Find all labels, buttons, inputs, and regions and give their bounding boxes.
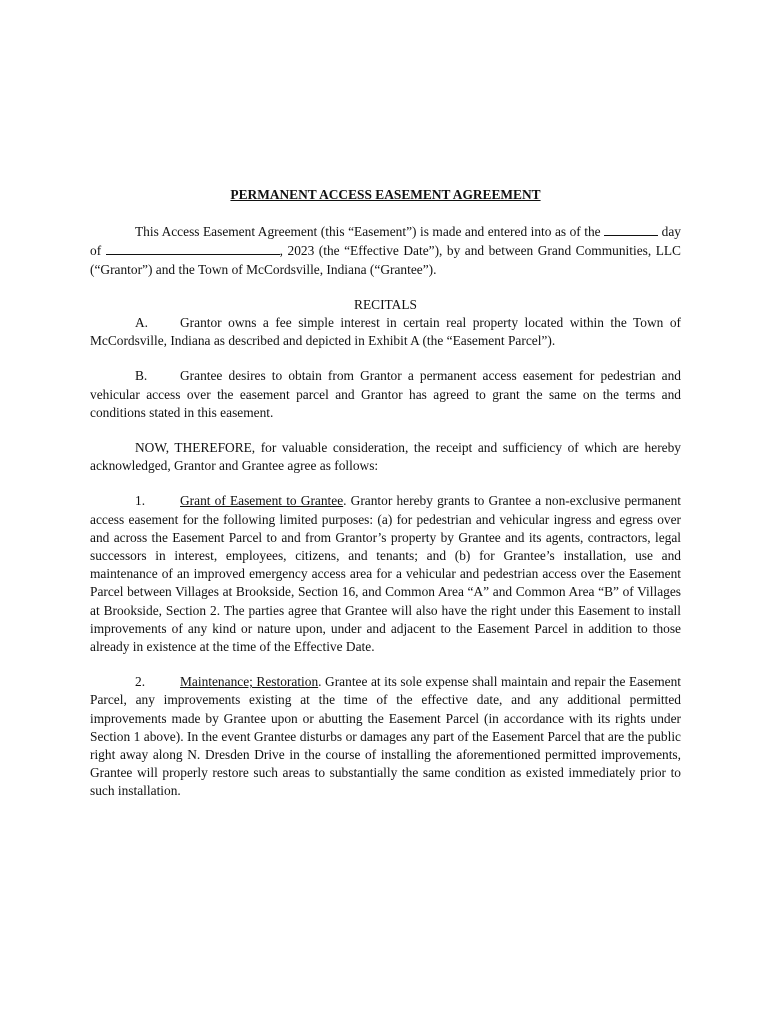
section-1 xyxy=(90,492,681,656)
intro-text-3: , 2023 (the “Effective Date”), by and between Grand Communities, LLC (“Grantor”) and the Town of McCordsville, Indiana (“Grantee”). xyxy=(90,243,681,277)
section-1-heading: Grant of Easement to Grantee xyxy=(180,493,344,509)
recital-b-label: B. xyxy=(135,368,148,384)
month-blank-field xyxy=(106,241,280,255)
recital-a-text: Grantor owns a fee simple interest in certain real property located within the Town of McCordsville, Indiana as described and depicted in Exhibit A (the “Easement Parcel”). xyxy=(90,315,681,349)
document-body xyxy=(90,186,681,801)
section-2-body: . Grantee at its sole expense shall maintain and repair the Easement Parcel, any improvements existing at the time of the effective date, and any additional permitted improvements made by Grantee upon or abutting the Easement Parcel (in accordance with its rights under Section 1 above). In the event Grantee disturbs or damages any part of the Easement Parcel that are the public right away along N. Dresden Drive in the course of installing the aforementioned permitted improvements, Grantee will properly restore such areas to substantially the same condition as existed immediately prior to such installation. xyxy=(90,674,681,799)
section-2-heading: Maintenance; Restoration xyxy=(180,674,319,690)
section-2 xyxy=(90,673,681,800)
recital-a-label: A. xyxy=(135,315,149,331)
intro-paragraph xyxy=(90,222,681,279)
intro-text-1: This Access Easement Agreement (this “Easement”) is made and entered into as of the xyxy=(135,224,601,240)
recital-b xyxy=(90,367,681,422)
section-1-number: 1. xyxy=(135,493,146,509)
intro-text-2: day of xyxy=(90,224,681,259)
recital-b-text: Grantee desires to obtain from Grantor a permanent access easement for pedestrian and vehicular access over the easement parcel and Grantor has agreed to grant the same on the terms and conditions stated in this easement. xyxy=(90,368,681,420)
therefore-paragraph: NOW, THEREFORE, for valuable consideration, the receipt and sufficiency of which are hereby acknowledged, Grantor and Grantee agree as follows: xyxy=(90,440,681,474)
day-blank-field xyxy=(604,222,658,236)
section-2-number: 2. xyxy=(135,674,146,690)
recital-a xyxy=(90,314,681,350)
document-title: PERMANENT ACCESS EASEMENT AGREEMENT xyxy=(230,187,541,202)
recitals-heading: RECITALS xyxy=(354,296,417,312)
section-1-body: . Grantor hereby grants to Grantee a non-exclusive permanent access easement for the following limited purposes: (a) for pedestrian and vehicular ingress and egress over and across the Easement Parcel to and from Grantor’s property by Grantee and its agents, contractors, legal successors in interest, employees, citizens, and tenants; and (b) for Grantee’s installation, use and maintenance of an improved emergency access area for a vehicular and pedestrian access over the Easement Parcel between Villages at Brookside, Section 16, and Common Area “A” and Common Area “B” of Villages at Brookside, Section 2. The parties agree that Grantee will also have the right under this Easement to install improvements of any kind or nature upon, under and adjacent to the Easement Parcel in addition to those already in existence at the time of the Effective Date. xyxy=(90,493,681,655)
